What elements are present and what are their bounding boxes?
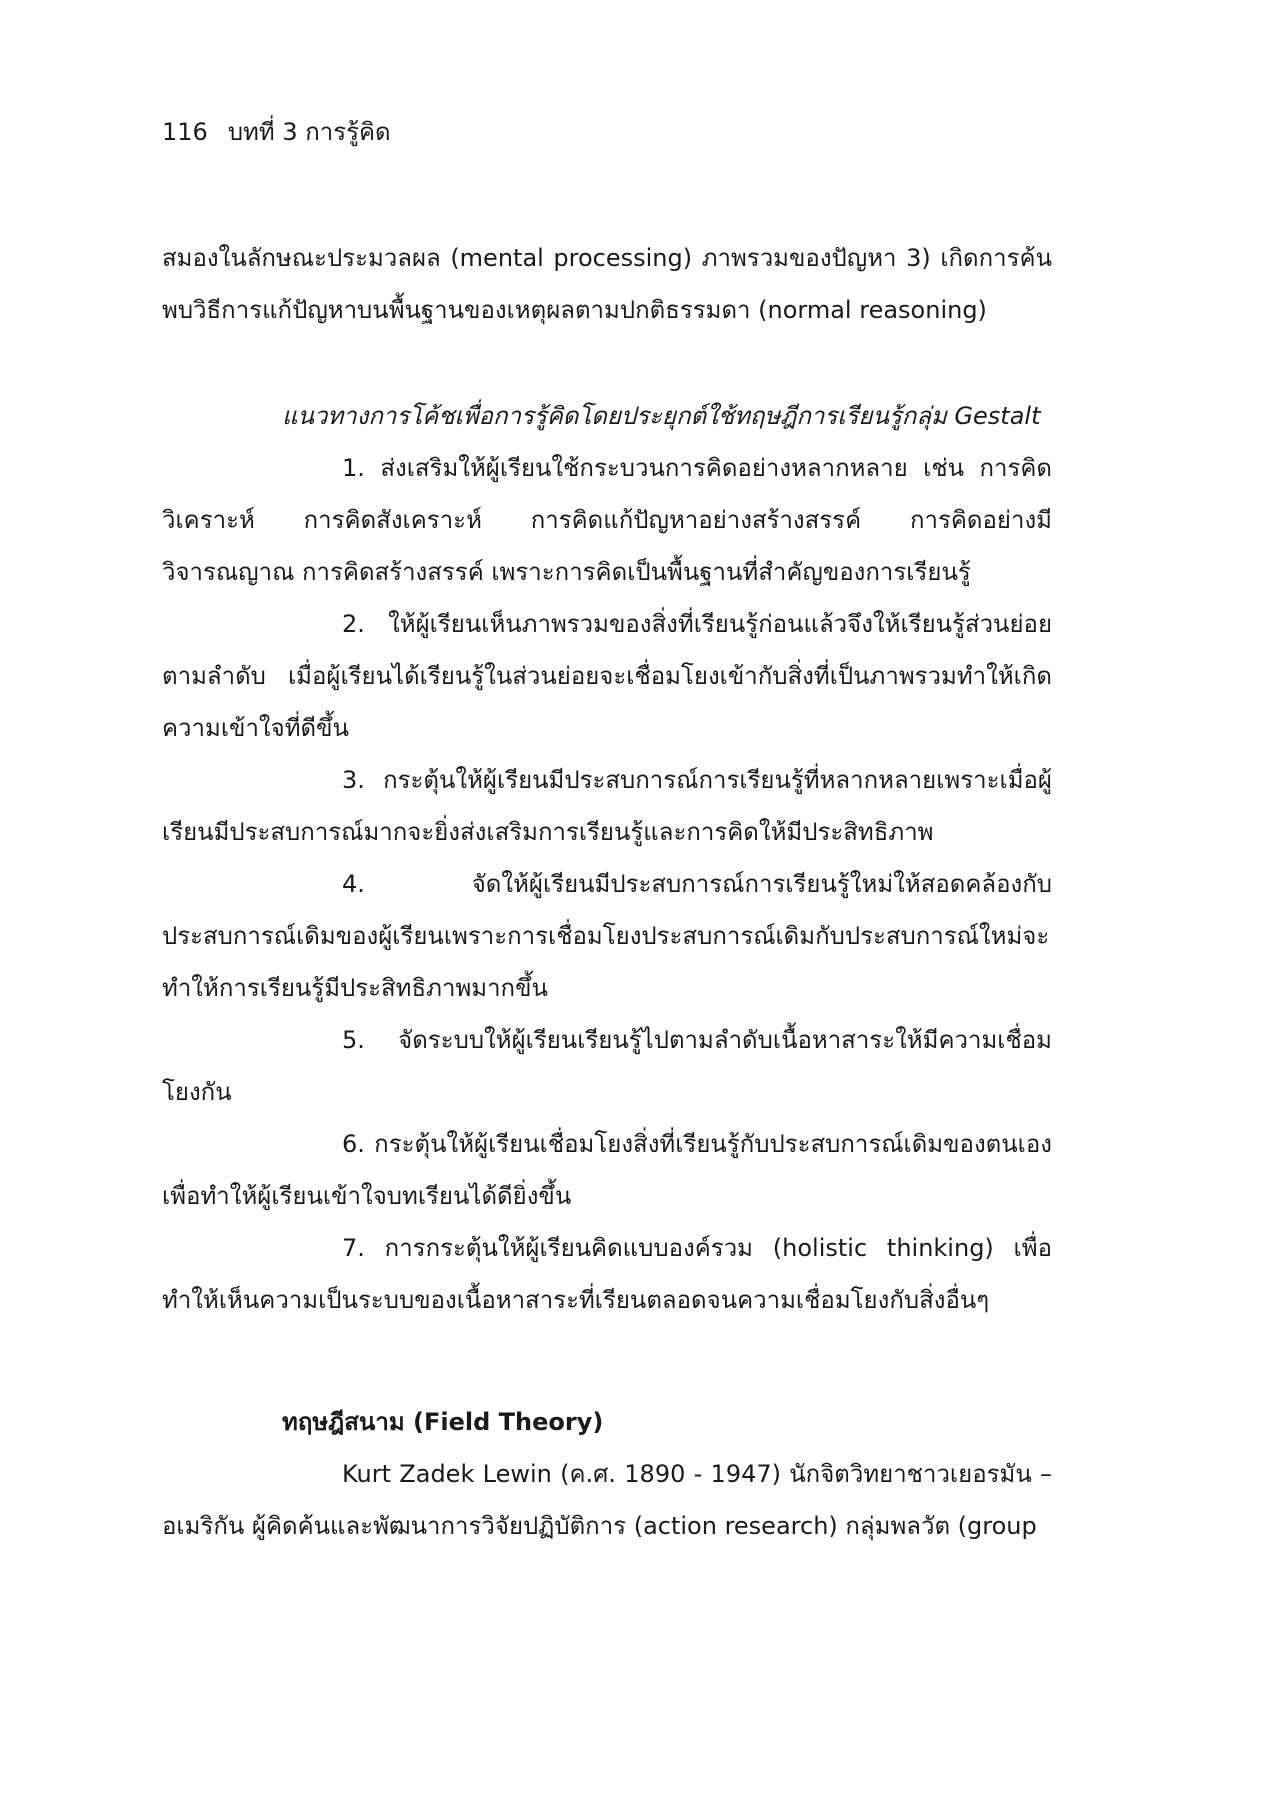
- gestalt-section: [162, 390, 1052, 1326]
- gestalt-item-6: 6. กระตุ้นให้ผู้เรียนเชื่อมโยงสิ่งที่เรียนรู้กับประสบการณ์เดิมของตนเองเพื่อทำให้ผู้เรียนเข้าใจบทเรียนได้ดียิ่งขึ้น: [162, 1130, 1052, 1210]
- field-theory-section: [162, 1396, 1052, 1552]
- gestalt-item-4: 4. จัดให้ผู้เรียนมีประสบการณ์การเรียนรู้ใหม่ให้สอดคล้องกับประสบการณ์เดิมของผู้เรียนเพราะการเชื่อมโยงประสบการณ์เดิมกับประสบการณ์ใหม่จะทำให้การเรียนรู้มีประสิทธิภาพมากขึ้น: [162, 870, 1052, 1002]
- gestalt-item-1: 1. ส่งเสริมให้ผู้เรียนใช้กระบวนการคิดอย่างหลากหลาย เช่น การคิดวิเคราะห์ การคิดสังเคราะห์ การคิดแก้ปัญหาอย่างสร้างสรรค์ การคิดอย่างมีวิจารณญาณ การคิดสร้างสรรค์ เพราะการคิดเป็นพื้นฐานที่สำคัญของการเรียนรู้: [162, 454, 1052, 586]
- gestalt-item-3: 3. กระตุ้นให้ผู้เรียนมีประสบการณ์การเรียนรู้ที่หลากหลายเพราะเมื่อผู้เรียนมีประสบการณ์มากจะยิ่งส่งเสริมการเรียนรู้และการคิดให้มีประสิทธิภาพ: [162, 766, 1052, 846]
- chapter-title: บทที่ 3 การรู้คิด: [227, 118, 391, 146]
- field-theory-paragraph: Kurt Zadek Lewin (ค.ศ. 1890 - 1947) นักจิตวิทยาชาวเยอรมัน – อเมริกัน ผู้คิดค้นและพัฒนาการวิจัยปฏิบัติการ (action research) กลุ่มพลวัต (group: [162, 1460, 1052, 1540]
- running-header: [162, 114, 391, 150]
- gestalt-section-heading: แนวทางการโค้ชเพื่อการรู้คิดโดยประยุกต์ใช้ทฤษฎีการเรียนรู้กลุ่ม Gestalt: [282, 402, 1041, 430]
- gestalt-item-7: 7. การกระตุ้นให้ผู้เรียนคิดแบบองค์รวม (holistic thinking) เพื่อทำให้เห็นความเป็นระบบของเนื้อหาสาระที่เรียนตลอดจนความเชื่อมโยงกับสิ่งอื่นๆ: [162, 1234, 1052, 1314]
- page-number: 116: [162, 118, 208, 146]
- gestalt-item-5: 5. จัดระบบให้ผู้เรียนเรียนรู้ไปตามลำดับเนื้อหาสาระให้มีความเชื่อมโยงกัน: [162, 1026, 1052, 1106]
- gestalt-item-2: 2. ให้ผู้เรียนเห็นภาพรวมของสิ่งที่เรียนรู้ก่อนแล้วจึงให้เรียนรู้ส่วนย่อยตามลำดับ เมื่อผู้เรียนได้เรียนรู้ในส่วนย่อยจะเชื่อมโยงเข้ากับสิ่งที่เป็นภาพรวมทำให้เกิดความเข้าใจที่ดีขึ้น: [162, 610, 1052, 742]
- intro-paragraph: สมองในลักษณะประมวลผล (mental processing) ภาพรวมของปัญหา 3) เกิดการค้นพบวิธีการแก้ปัญหาบนพื้นฐานของเหตุผลตามปกติธรรมดา (normal reasoning): [162, 244, 1052, 324]
- field-theory-heading: ทฤษฎีสนาม (Field Theory): [282, 1408, 604, 1436]
- intro-block: [162, 232, 1052, 336]
